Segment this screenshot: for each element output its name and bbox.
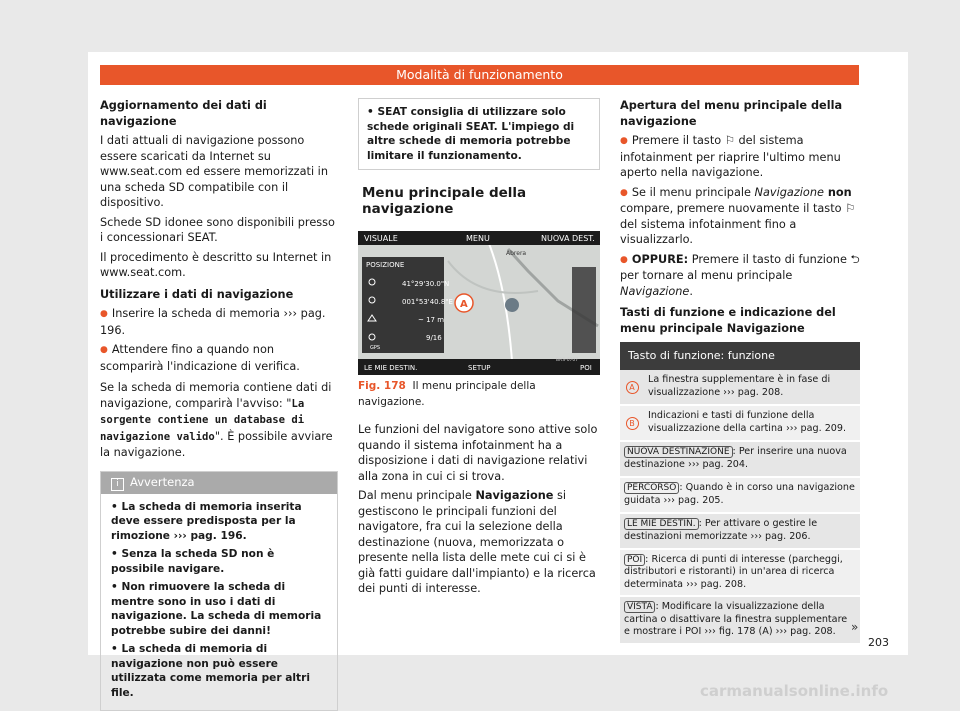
figure-code: BRS-0707: [556, 357, 578, 363]
gps-label: GPS: [370, 345, 380, 351]
note-item: • Non rimuovere la scheda di mentre sono in uso i dati di navigazione. La scheda di memoria potrebbe subire dei danni!: [111, 580, 327, 638]
bullet-item: ● Attendere fino a quando non scomparirà l'indicazione di verifica.: [100, 342, 338, 374]
table-row: LE MIE DESTIN. : Per attivare o gestire le destinazioni memorizzate ››› pag. 206.: [620, 514, 860, 550]
heading-function-keys: Tasti di funzione e indicazione del menu principale Navigazione: [620, 305, 860, 336]
heading-open-menu: Apertura del menu principale della navigazione: [620, 98, 860, 129]
watermark: carmanualsonline.info: [700, 682, 888, 700]
section-title: Menu principale della navigazione: [358, 186, 600, 217]
latitude: 41°29'30.0"N: [402, 280, 449, 288]
key-view: VISTA: [624, 601, 655, 613]
key-my-destinations: LE MIE DESTIN.: [624, 518, 699, 530]
paragraph: I dati attuali di navigazione possono essere scaricati da Internet su www.seat.com ed essere memorizzati in una scheda SD compatibile con il dispositivo.: [100, 133, 338, 211]
note-body: [101, 494, 337, 711]
bullet-item: ● Premere il tasto ⚐ del sistema infotainment per riaprire l'ultimo menu aperto nella navigazione.: [620, 133, 860, 181]
paragraph: Il procedimento è descritto su Internet in www.seat.com.: [100, 250, 338, 281]
bullet-item: ● OPPURE: Premere il tasto di funzione ⮌ per tornare al menu principale Navigazione.: [620, 252, 860, 300]
navigation-screen-figure: [358, 231, 600, 375]
screen-btn-setup: SETUP: [468, 364, 491, 372]
page-header: Modalità di funzionamento: [100, 65, 859, 85]
info-icon: i: [111, 478, 124, 491]
screen-tab-new-dest: NUOVA DEST.: [541, 234, 595, 243]
function-keys-table: [620, 342, 860, 645]
navigation-screen-graphic: [358, 231, 600, 375]
town-label: Abrera: [506, 250, 526, 257]
bullet-item: ● Se il menu principale Navigazione non compare, premere nuovamente il tasto ⚐ del sistema infotainment fino a visualizzarlo.: [620, 185, 860, 248]
screen-btn-my-dest: LE MIE DESTIN.: [364, 364, 417, 372]
paragraph: Dal menu principale Navigazione si gestiscono le principali funzioni del navigatore, fra cui la selezione della destinazione (nuova, memorizzata o presente nella lista delle mete cui ci si è già fatti guidare dall'impianto) e la ricerca dei punti di interesse.: [358, 488, 600, 597]
callout-b-icon: B: [626, 417, 639, 430]
key-new-destination: NUOVA DESTINAZIONE: [624, 446, 733, 458]
position-marker-icon: [505, 298, 519, 312]
panel-title: POSIZIONE: [366, 261, 404, 269]
heading-update-data: Aggiornamento dei dati di navigazione: [100, 98, 338, 129]
column-1: [100, 98, 338, 711]
page-number: 203: [868, 636, 889, 649]
table-row: POI : Ricerca di punti di interesse (parcheggi, distributori e ristoranti) in un'area di ricerca determinata ››› pag. 208.: [620, 550, 860, 598]
table-row: NUOVA DESTINAZIONE : Per inserire una nuova destinazione ››› pag. 204.: [620, 442, 860, 478]
figure-caption: Fig. 178 Il menu principale della navigazione.: [358, 379, 600, 410]
note-box: [100, 471, 338, 711]
satellites: 9/16: [426, 334, 442, 342]
paragraph: Schede SD idonee sono disponibili presso i concessionari SEAT.: [100, 215, 338, 246]
column-3: [620, 98, 860, 645]
warning-box: • SEAT consiglia di utilizzare solo schede originali SEAT. L'impiego di altre schede di memoria potrebbe limitare il funzionamento.: [358, 98, 600, 170]
screen-btn-poi: POI: [580, 364, 592, 372]
column-2: [358, 98, 600, 601]
longitude: 001°53'40.8"E: [402, 298, 453, 306]
callout-a-label: A: [460, 299, 468, 310]
paragraph: Le funzioni del navigatore sono attive solo quando il sistema infotainment ha a disposizione i dati di navigazione relativi alla zona in cui ci si trova.: [358, 422, 600, 484]
table-row: VISTA : Modificare la visualizzazione della cartina o disattivare la finestra supplementare e mostrare i POI ››› fig. 178 (A) ››› pag. 208.: [620, 597, 860, 645]
bullet-item: ● Inserire la scheda di memoria ››› pag. 196.: [100, 306, 338, 338]
note-item: • La scheda di memoria di navigazione non può essere utilizzata come memoria per altri file.: [111, 642, 327, 700]
continue-mark: »: [851, 620, 858, 634]
table-header: Tasto di funzione: funzione: [620, 342, 860, 370]
note-item: • Senza la scheda SD non è possibile navigare.: [111, 547, 327, 576]
note-header: i Avvertenza: [101, 472, 337, 494]
table-row: PERCORSO : Quando è in corso una navigazione guidata ››› pag. 205.: [620, 478, 860, 514]
paragraph-message: Se la scheda di memoria contiene dati di navigazione, comparirà l'avviso: "La sorgente contiene un database di navigazione valido". È possibile avviare la navigazione.: [100, 380, 338, 461]
screen-tab-visuale: VISUALE: [364, 234, 398, 243]
table-body: [620, 370, 860, 645]
screen-tab-menu: MENU: [466, 234, 490, 243]
message-text: La sorgente contiene un database di navigazione valido: [100, 398, 304, 443]
table-row: A La finestra supplementare è in fase di visualizzazione ››› pag. 208.: [620, 370, 860, 406]
table-row: B Indicazioni e tasti di funzione della visualizzazione della cartina ››› pag. 209.: [620, 406, 860, 442]
key-route: PERCORSO: [624, 482, 679, 494]
key-poi: POI: [624, 554, 645, 566]
note-item: • La scheda di memoria inserita deve essere predisposta per la rimozione ››› pag. 196.: [111, 500, 327, 544]
heading-use-data: Utilizzare i dati di navigazione: [100, 287, 338, 303]
altitude: ~ 17 m: [418, 316, 444, 324]
callout-a-icon: A: [626, 381, 639, 394]
